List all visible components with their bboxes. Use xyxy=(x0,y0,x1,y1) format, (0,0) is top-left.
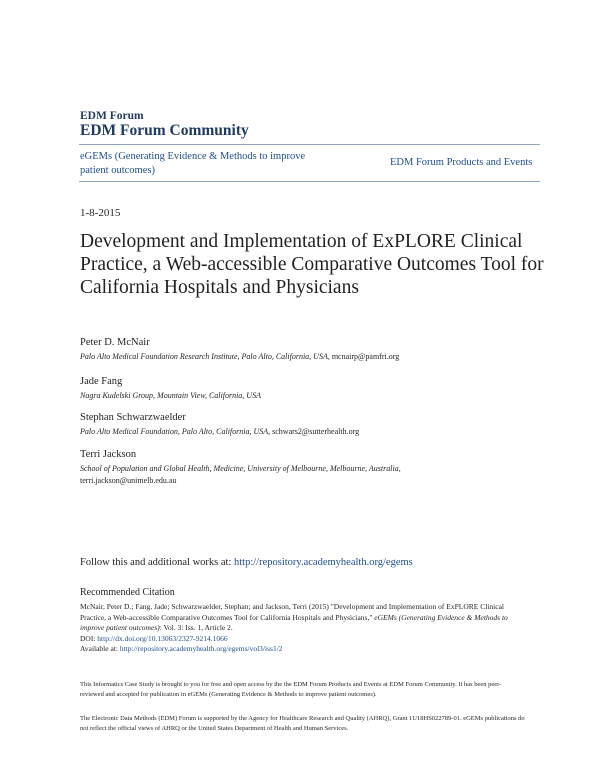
community-name[interactable]: EDM Forum Community xyxy=(80,122,249,139)
author-email[interactable]: schwars2@sutterhealth.org xyxy=(272,427,360,436)
follow-line xyxy=(80,557,413,568)
publication-date: 1-8-2015 xyxy=(80,207,121,219)
citation-heading: Recommended Citation xyxy=(80,587,175,598)
doi-label: DOI: xyxy=(80,633,96,643)
footer-access-note: This Informatics Case Study is brought to you for free and open access by the the EDM Forum Products and Events at EDM Forum Community. It has been peer-reviewed and accepted for publication in eGEMs (Generating Evidence & Methods to improve patient outcomes). xyxy=(80,681,502,698)
author-name: Terri Jackson xyxy=(80,449,137,460)
products-events-link[interactable]: EDM Forum Products and Events xyxy=(390,157,533,168)
author-affiliation xyxy=(80,426,550,438)
egems-link[interactable]: eGEMs (Generating Evidence & Methods to improve patient outcomes) xyxy=(80,151,306,176)
available-link[interactable]: http://repository.academyhealth.org/egems/vol3/iss1/2 xyxy=(119,644,283,653)
available-label: Available at: xyxy=(80,644,118,653)
footer-funding-note: The Electronic Data Methods (EDM) Forum is supported by the Agency for Healthcare Research and Quality (AHRQ), Grant 1U18HS022789-01. eGEMs publications do not reflect the official views of AHRQ or the United States Department of Health and Human Services. xyxy=(80,715,525,732)
author-affiliation xyxy=(80,351,550,363)
author-affiliation xyxy=(80,463,550,487)
affiliation-text: Nagra Kudelski Group, Mountain View, California, USA xyxy=(80,391,261,400)
repository-name: EDM Forum xyxy=(80,110,144,122)
doi-link[interactable]: http://dx.doi.org/10.13063/2327-9214.1066 xyxy=(97,633,228,643)
citation-journal: eGEMs (Generating Evidence & Methods to improve patient outcomes) xyxy=(80,612,508,632)
affiliation-text: Palo Alto Medical Foundation Research Institute, Palo Alto, California, USA, xyxy=(80,352,330,361)
author-email[interactable]: mcnairp@pamfri.org xyxy=(331,352,400,361)
author-name: Stephan Schwarzwaelder xyxy=(80,412,186,423)
author-name: Peter D. McNair xyxy=(80,337,150,348)
author-affiliation xyxy=(80,390,550,402)
author-email[interactable]: terri.jackson@unimelb.edu.au xyxy=(80,476,177,485)
citation-body xyxy=(80,602,525,655)
author-name: Jade Fang xyxy=(80,376,123,387)
citation-text: McNair, Peter D.; Fang, Jade; Schwarzwaelder, Stephan; and Jackson, Terri (2015) "Development and Implementation of ExPLORE Clinical Practice, a Web-accessible Comparative Outcomes Tool for California Hospitals and Physicians," xyxy=(80,602,504,622)
follow-text: Follow this and additional works at: xyxy=(80,557,232,568)
citation-volume: : Vol. 3: Iss. 1, Article 2. xyxy=(159,623,233,632)
article-title: Development and Implementation of ExPLORE Clinical Practice, a Web-accessible Comparative Outcomes Tool for California Hospitals and Physicians xyxy=(80,231,544,298)
affiliation-text: School of Population and Global Health, Medicine, University of Melbourne, Melbourne, Australia, xyxy=(80,464,401,473)
follow-link[interactable]: http://repository.academyhealth.org/egems xyxy=(234,557,413,568)
affiliation-text: Palo Alto Medical Foundation, Palo Alto, California, USA, xyxy=(80,427,271,436)
